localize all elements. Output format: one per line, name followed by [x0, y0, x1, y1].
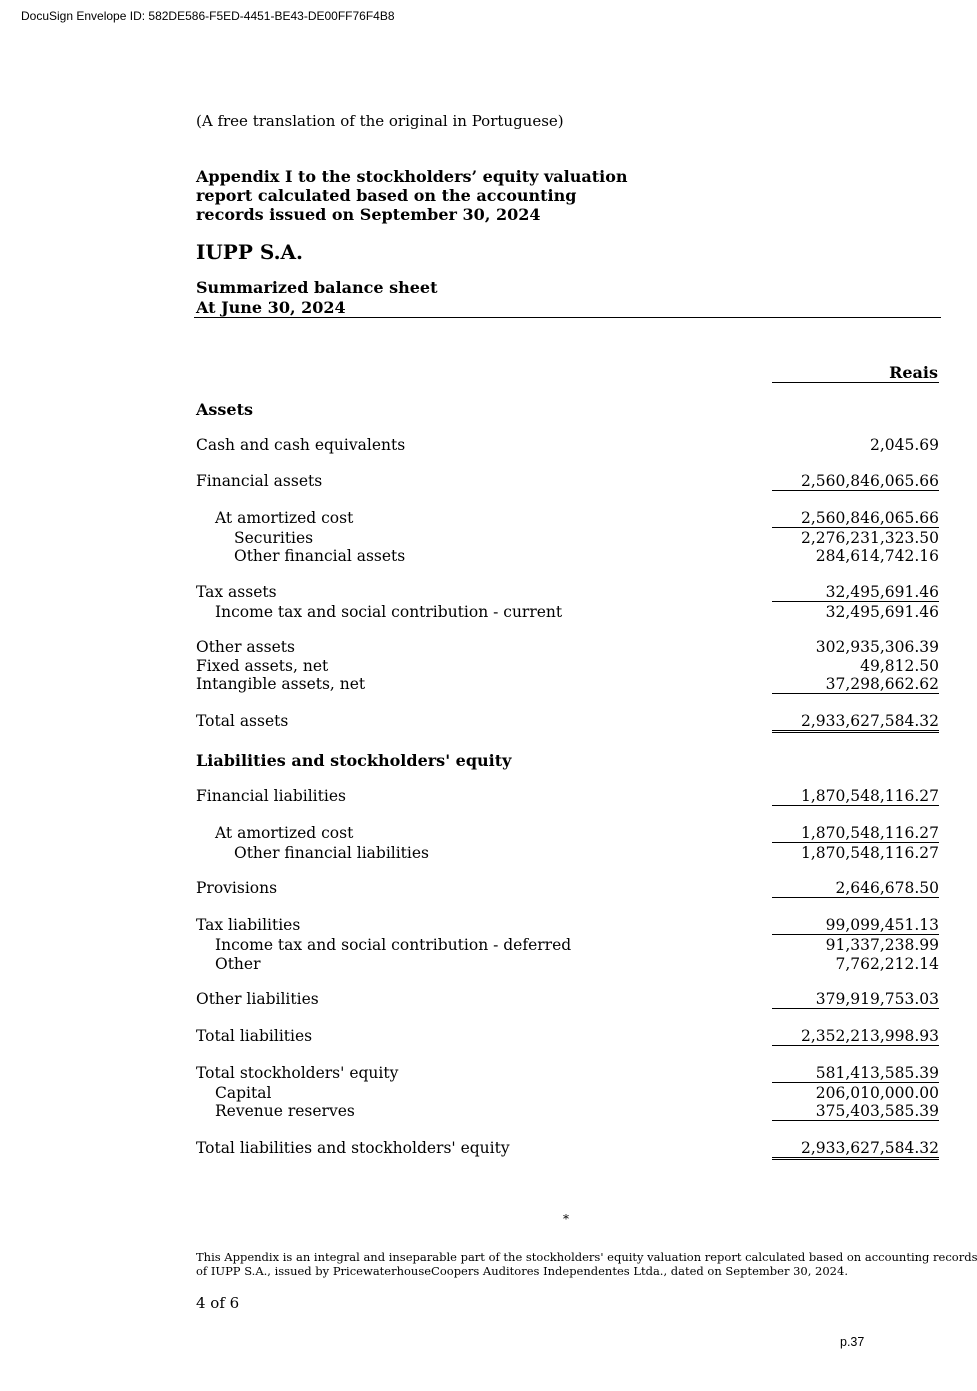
- subtotal-rule: [772, 1082, 939, 1083]
- row-value: 2,276,231,323.50: [800, 529, 939, 547]
- table-row-total: [196, 1139, 939, 1157]
- subtotal-rule: [772, 934, 939, 935]
- subtotal-rule: [772, 842, 939, 843]
- table-row: [196, 436, 939, 454]
- section-liabilities-equity: [196, 752, 939, 770]
- row-label: Other assets: [196, 638, 295, 656]
- row-label: Liabilities and stockholders' equity: [196, 751, 512, 770]
- row-label: Revenue reserves: [215, 1102, 355, 1120]
- footnote: [196, 1250, 977, 1278]
- header-rule: [772, 382, 939, 383]
- row-label: Other financial liabilities: [234, 844, 429, 862]
- translation-note: (A free translation of the original in Portuguese): [196, 112, 564, 130]
- row-label: Cash and cash equivalents: [196, 436, 406, 454]
- row-value: 32,495,691.46: [825, 603, 939, 621]
- row-value: 99,099,451.13: [825, 916, 939, 934]
- subtotal-rule: [772, 490, 939, 491]
- table-row: [196, 675, 939, 693]
- row-label: Other liabilities: [196, 990, 319, 1008]
- row-value: 49,812.50: [860, 657, 939, 675]
- row-value: 379,919,753.03: [815, 990, 939, 1008]
- row-value: 32,495,691.46: [825, 583, 939, 601]
- table-row: [196, 509, 939, 527]
- table-row: [196, 916, 939, 934]
- row-label: Assets: [196, 400, 254, 419]
- statement-date-line: At June 30, 2024: [196, 298, 346, 317]
- table-row: [196, 472, 939, 490]
- row-value: 7,762,212.14: [835, 955, 939, 973]
- table-row: [196, 1064, 939, 1082]
- table-row: [196, 787, 939, 805]
- row-value: 1,870,548,116.27: [800, 787, 939, 805]
- subtotal-rule: [772, 1008, 939, 1009]
- row-label: Total liabilities: [196, 1027, 313, 1045]
- section-assets: [196, 401, 939, 419]
- row-value: 37,298,662.62: [825, 675, 939, 693]
- row-label: Intangible assets, net: [196, 675, 366, 693]
- row-value: 2,560,846,065.66: [800, 509, 939, 527]
- row-label: Fixed assets, net: [196, 657, 329, 675]
- table-row: [196, 657, 939, 675]
- table-row: [196, 990, 939, 1008]
- table-row: [196, 936, 939, 954]
- table-row: [196, 603, 939, 621]
- total-double-rule: [772, 730, 939, 733]
- table-row: [196, 824, 939, 842]
- appendix-title: [196, 167, 628, 224]
- row-label: Capital: [215, 1084, 272, 1102]
- row-value: 1,870,548,116.27: [800, 824, 939, 842]
- subtotal-rule: [772, 1045, 939, 1046]
- table-row: [196, 879, 939, 897]
- table-row: [196, 955, 939, 973]
- table-row: [196, 547, 939, 565]
- row-label: At amortized cost: [215, 824, 354, 842]
- footnote-line: of IUPP S.A., issued by PricewaterhouseCoopers Auditores Independentes Ltda., dated on September 30, 2024.: [196, 1264, 848, 1278]
- envelope-id: DocuSign Envelope ID: 582DE586-F5ED-4451-BE43-DE00FF76F4B8: [21, 9, 395, 23]
- row-value: 2,045.69: [869, 436, 939, 454]
- row-label: Total liabilities and stockholders' equity: [196, 1139, 510, 1157]
- row-value: 2,646,678.50: [835, 879, 939, 897]
- table-row-total: [196, 712, 939, 730]
- row-label: Financial assets: [196, 472, 323, 490]
- appendix-title-line: records issued on September 30, 2024: [196, 205, 541, 224]
- page-number: p.37: [840, 1335, 865, 1349]
- row-label: Tax liabilities: [196, 916, 301, 934]
- row-value: 206,010,000.00: [815, 1084, 939, 1102]
- table-row: [196, 1027, 939, 1045]
- row-value: 2,933,627,584.32: [800, 712, 939, 730]
- table-row: [196, 529, 939, 547]
- row-value: 2,352,213,998.93: [800, 1027, 939, 1045]
- row-label: Other financial assets: [234, 547, 406, 565]
- subtotal-rule: [772, 805, 939, 806]
- row-label: Income tax and social contribution - deferred: [215, 936, 572, 954]
- row-label: Total stockholders' equity: [196, 1064, 399, 1082]
- footnote-line: This Appendix is an integral and inseparable part of the stockholders' equity valuation report calculated based on accounting records: [196, 1250, 977, 1264]
- subtotal-rule: [772, 1120, 939, 1121]
- appendix-title-line: Appendix I to the stockholders’ equity valuation: [196, 167, 628, 186]
- row-value: 302,935,306.39: [815, 638, 939, 656]
- row-value: 91,337,238.99: [825, 936, 939, 954]
- row-label: Financial liabilities: [196, 787, 346, 805]
- row-label: At amortized cost: [215, 509, 354, 527]
- total-double-rule: [772, 1157, 939, 1160]
- table-row: [196, 1102, 939, 1120]
- row-label: Tax assets: [196, 583, 277, 601]
- row-value: 284,614,742.16: [815, 547, 939, 565]
- row-value: 1,870,548,116.27: [800, 844, 939, 862]
- row-label: Securities: [234, 529, 314, 547]
- table-row: [196, 638, 939, 656]
- currency-header: Reais: [889, 363, 938, 382]
- subtotal-rule: [772, 897, 939, 898]
- statement-title-line: Summarized balance sheet: [196, 278, 438, 297]
- subtotal-rule: [772, 527, 939, 528]
- table-row: [196, 1084, 939, 1102]
- subtotal-rule: [772, 693, 939, 694]
- page-of-indicator: 4 of 6: [196, 1294, 240, 1312]
- subtotal-rule: [772, 601, 939, 602]
- row-label: Income tax and social contribution - current: [215, 603, 563, 621]
- company-name: IUPP S.A.: [196, 240, 304, 264]
- table-row: [196, 844, 939, 862]
- row-label: Provisions: [196, 879, 278, 897]
- separator-asterisk: *: [563, 1212, 569, 1226]
- appendix-title-line: report calculated based on the accounting: [196, 186, 577, 205]
- row-value: 375,403,585.39: [815, 1102, 939, 1120]
- row-value: 581,413,585.39: [815, 1064, 939, 1082]
- statement-title: [196, 278, 437, 318]
- row-value: 2,933,627,584.32: [800, 1139, 939, 1157]
- row-value: 2,560,846,065.66: [800, 472, 939, 490]
- row-label: Other: [215, 955, 261, 973]
- table-row: [196, 583, 939, 601]
- title-rule: [194, 317, 941, 318]
- row-label: Total assets: [196, 712, 289, 730]
